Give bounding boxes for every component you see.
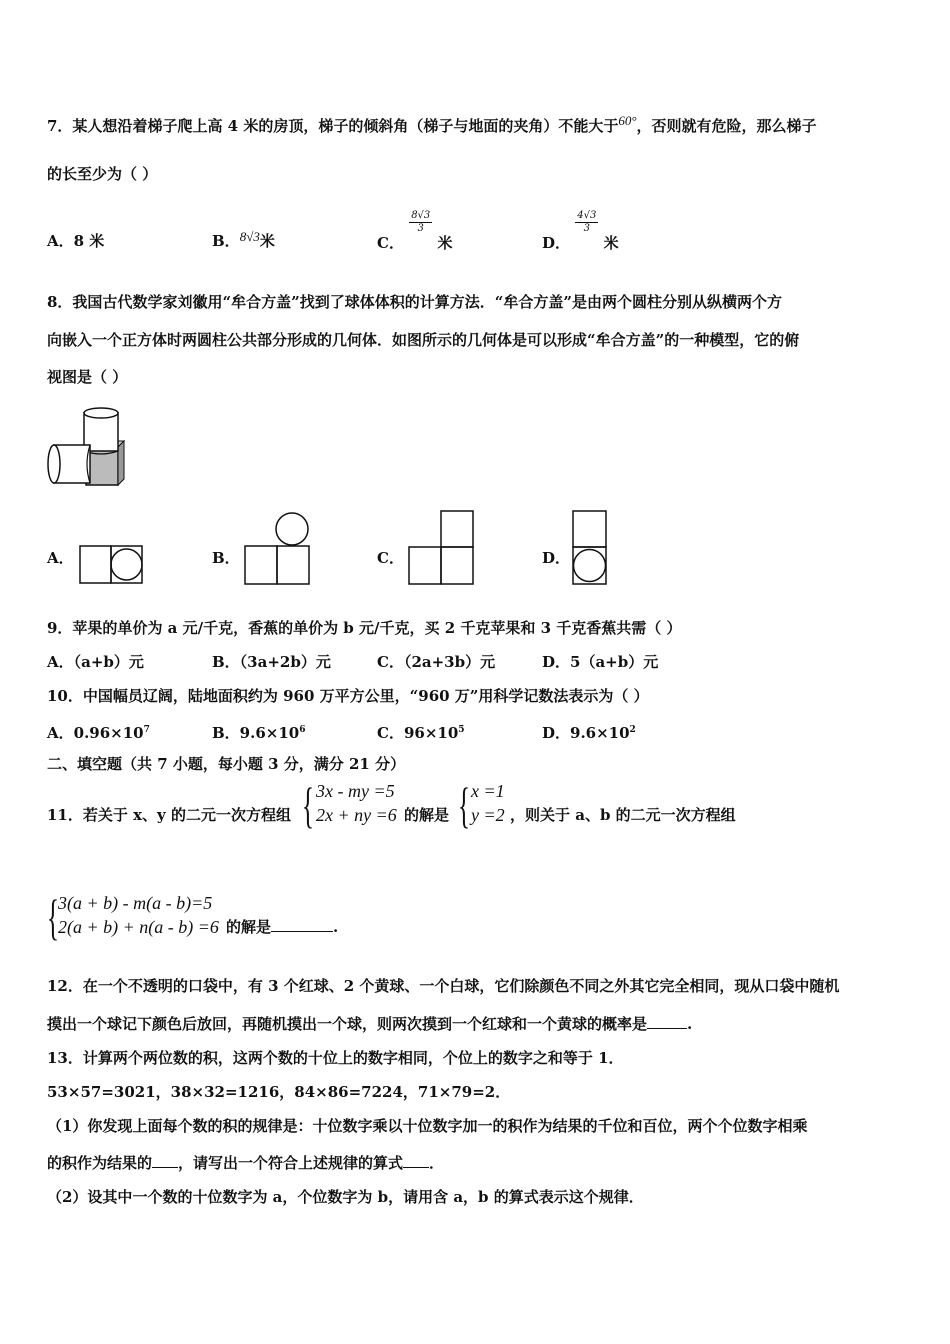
- q11-system-1: [316, 779, 397, 827]
- q13-line4: [47, 1153, 444, 1173]
- q8-option-c: C．: [377, 549, 404, 567]
- q7-line1-end: ，否则就有危险，那么梯子: [636, 117, 817, 135]
- q9-option-b: B．（3a+2b）元: [212, 653, 331, 671]
- q13-line2: 53×57=3021，38×32=1216，84×86=7224，71×79=2．: [47, 1083, 511, 1101]
- section2-heading: 二、填空题（共 7 小题，每小题 3 分，满分 21 分）: [47, 755, 406, 773]
- q11-answer-blank[interactable]: [271, 931, 333, 932]
- q11-brace-3: {: [47, 889, 59, 945]
- q7-option-d-denominator: 3: [583, 223, 590, 234]
- q11-post: ，则关于 a、b 的二元一次方程组: [510, 806, 736, 824]
- q11-brace-2: {: [458, 777, 470, 833]
- q7-option-d-fraction: [575, 210, 598, 235]
- q13-line3: （1）你发现上面每个数的积的规律是：十位数字乘以十位数字加一的积作为结果的千位和百位，两个个位数字相乘: [47, 1117, 808, 1135]
- q7-option-a: A．8 米: [47, 232, 105, 250]
- q11-tail: [226, 917, 338, 937]
- q7-line1: [47, 113, 817, 137]
- q8-option-d: D．: [542, 549, 571, 567]
- q11-mid: 的解是: [404, 806, 450, 824]
- q10-option-b: [212, 720, 305, 743]
- q12-line2: [47, 1014, 692, 1034]
- q8-line2: 向嵌入一个正方体时两圆柱公共部分形成的几何体．如图所示的几何体是可以形成“牟合方盖”的一种模型，它的俯: [47, 331, 800, 349]
- q11-pre: 11．若关于 x、y 的二元一次方程组: [47, 806, 291, 824]
- q7-angle: 60°: [618, 113, 637, 128]
- q8-option-d-figure: [572, 510, 608, 586]
- q7-option-c-numerator: 8√3: [411, 210, 431, 221]
- q11-tail-text: 的解是: [226, 918, 272, 936]
- q7-line2: 的长至少为（ ）: [47, 165, 158, 183]
- q11-system-2: [58, 891, 219, 939]
- q10-option-c-text: C．96×10: [377, 724, 459, 742]
- q8-option-a-figure: [79, 545, 143, 585]
- q10-option-c-exponent: 5: [458, 725, 465, 735]
- q7-option-b-expr: 8√3: [239, 229, 260, 244]
- q11-sol-x: x =1: [471, 781, 505, 801]
- q7-option-d-label: D．: [542, 233, 571, 252]
- q12-line2-end: .: [687, 1015, 693, 1033]
- q10-option-b-exponent: 6: [299, 725, 306, 735]
- q7-option-c-denominator: 3: [417, 223, 424, 234]
- q7-option-c: [377, 210, 453, 252]
- q8-option-a: A．: [47, 549, 74, 567]
- q7-option-b-label: B．: [212, 232, 240, 250]
- q13-line4-part-a: 的积作为结果的: [47, 1154, 153, 1172]
- q11-sol-y: y =2: [471, 805, 505, 825]
- q9-option-d: D．5（a+b）元: [542, 653, 659, 671]
- q13-blank-2[interactable]: [403, 1167, 429, 1168]
- q11-brace-1: {: [302, 777, 314, 833]
- q10-option-a-exponent: 7: [143, 725, 150, 735]
- q13-line1: 13．计算两个两位数的积，这两个数的十位上的数字相同，个位上的数字之和等于 1．: [47, 1049, 624, 1067]
- q13-blank-1[interactable]: [152, 1167, 178, 1168]
- q8-option-c-figure: [408, 510, 474, 586]
- q8-line3: 视图是（ ）: [47, 368, 128, 386]
- q7-option-b: [212, 231, 275, 252]
- q8-model-figure: [44, 405, 128, 489]
- q13-line4-part-c: ．: [429, 1154, 445, 1172]
- q7-line1-text: 7．某人想沿着梯子爬上高 4 米的房顶，梯子的倾斜角（梯子与地面的夹角）不能大于: [47, 117, 619, 135]
- q10-option-a: [47, 720, 150, 743]
- q10-line: 10．中国幅员辽阔，陆地面积约为 960 万平方公里，“960 万”用科学记数法表示为（ ）: [47, 687, 649, 705]
- q11-tail-end: .: [333, 918, 339, 936]
- q10-option-c: [377, 720, 465, 743]
- q9-option-c: C．（2a+3b）元: [377, 653, 496, 671]
- q7-option-c-unit: 米: [437, 233, 453, 252]
- q11-eq4: 2(a + b) + n(a - b) =6: [58, 917, 219, 937]
- q12-line1: 12．在一个不透明的口袋中，有 3 个红球、2 个黄球、一个白球，它们除颜色不同之外其它完全相同，现从口袋中随机: [47, 977, 840, 995]
- q9-line: 9．苹果的单价为 a 元/千克，香蕉的单价为 b 元/千克，买 2 千克苹果和 3 千克香蕉共需（ ）: [47, 619, 682, 637]
- q7-option-d-unit: 米: [603, 233, 619, 252]
- q13-line5: （2）设其中一个数的十位数字为 a，个位数字为 b，请用含 a，b 的算式表示这个规律．: [47, 1188, 644, 1206]
- q10-option-d: [542, 720, 636, 743]
- q8-line1: 8．我国古代数学家刘徽用“牟合方盖”找到了球体体积的计算方法．“牟合方盖”是由两个圆柱分别从纵横两个方: [47, 293, 782, 311]
- q11-eq3: 3(a + b) - m(a - b)=5: [58, 893, 213, 913]
- q11-eq1: 3x - my =5: [316, 781, 395, 801]
- q12-answer-blank[interactable]: [647, 1028, 687, 1029]
- q7-option-d: [542, 210, 619, 252]
- q10-option-d-text: D．9.6×10: [542, 724, 630, 742]
- q10-option-b-text: B．9.6×10: [212, 724, 300, 742]
- q12-line2-text: 摸出一个球记下颜色后放回，再随机摸出一个球，则两次摸到一个红球和一个黄球的概率是: [47, 1015, 648, 1033]
- q7-option-c-label: C．: [377, 233, 404, 252]
- q13-line4-part-b: ，请写出一个符合上述规律的算式: [178, 1154, 404, 1172]
- q7-option-d-numerator: 4√3: [577, 210, 597, 221]
- q7-option-b-unit: 米: [259, 232, 275, 250]
- q10-option-d-exponent: 2: [629, 725, 636, 735]
- q7-option-c-fraction: [409, 210, 432, 235]
- q11-solution: [471, 779, 505, 827]
- q11-eq2: 2x + ny =6: [316, 805, 397, 825]
- q8-option-b-figure: [244, 510, 310, 586]
- q8-option-b: B．: [212, 549, 240, 567]
- q9-option-a: A．（a+b）元: [47, 653, 144, 671]
- q10-option-a-text: A．0.96×10: [47, 724, 144, 742]
